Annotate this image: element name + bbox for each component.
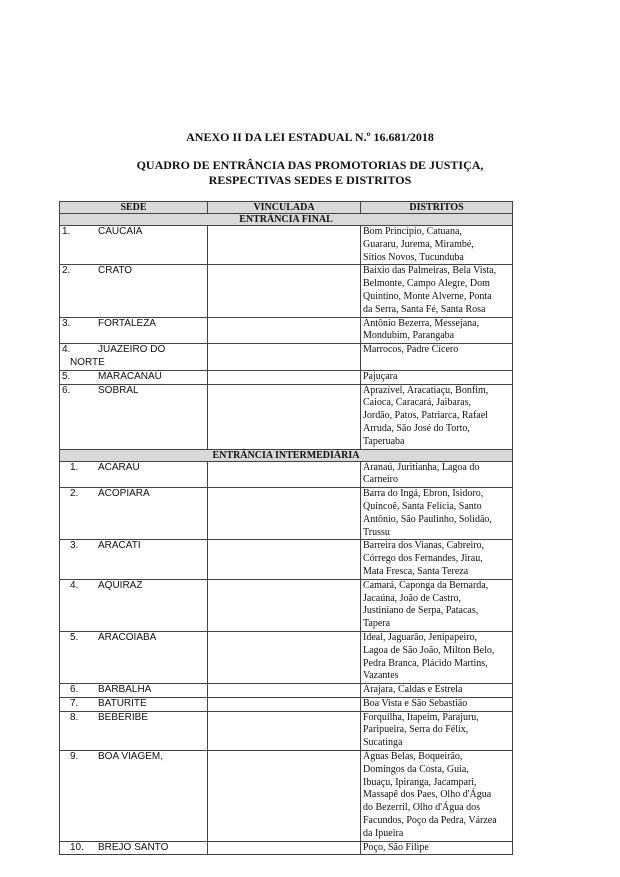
sede-name: BATURITÉ bbox=[98, 697, 147, 709]
sede-cell bbox=[60, 684, 208, 698]
table-row bbox=[60, 697, 513, 711]
section-entrancia-intermediaria-label: ENTRÂNCIA INTERMEDIÁRIA bbox=[60, 449, 513, 461]
sede-cell bbox=[60, 384, 208, 449]
table-header-row bbox=[60, 202, 513, 214]
distritos-cell: Aranaú, Juritianha, Lagoa do Carneiro bbox=[361, 461, 513, 488]
sede-number: 7. bbox=[70, 697, 79, 709]
distritos-cell: Baixio das Palmeiras, Bela Vista, Belmonte, Campo Alegre, Dom Quintino, Monte Alverne, Ponta da Serra, Santa Fé, Santa Rosa bbox=[361, 265, 513, 317]
table-row bbox=[60, 841, 513, 855]
table-row bbox=[60, 631, 513, 683]
sede-cell bbox=[60, 711, 208, 750]
sede-name: MARACANAÚ bbox=[98, 370, 162, 382]
sede-number: 5. bbox=[62, 370, 71, 382]
vinculada-cell bbox=[208, 751, 361, 842]
sede-cell bbox=[60, 579, 208, 631]
table-row bbox=[60, 540, 513, 579]
sede-name: ACOPIARA bbox=[98, 488, 150, 500]
sede-number: 2. bbox=[70, 488, 79, 500]
sede-name: JUAZEIRO DO bbox=[98, 344, 166, 356]
vinculada-cell bbox=[208, 265, 361, 317]
sede-number: 6. bbox=[70, 684, 79, 696]
table-row bbox=[60, 488, 513, 540]
sede-name: AQUIRAZ bbox=[98, 579, 143, 591]
section-entrancia-final bbox=[60, 214, 513, 226]
sede-number: 5. bbox=[70, 631, 79, 643]
vinculada-cell bbox=[208, 317, 361, 344]
table-row bbox=[60, 579, 513, 631]
table-row bbox=[60, 344, 513, 371]
distritos-cell: Bom Princípio, Catuana, Guararu, Jurema, Mirambé, Sítios Novos, Tucunduba bbox=[361, 226, 513, 265]
vinculada-cell bbox=[208, 488, 361, 540]
distritos-cell: Pajuçara bbox=[361, 370, 513, 384]
table-row bbox=[60, 384, 513, 449]
document-subtitle-line-2: RESPECTIVAS SEDES E DISTRITOS bbox=[208, 173, 412, 187]
sede-cell bbox=[60, 751, 208, 842]
sede-cell bbox=[60, 226, 208, 265]
sede-cell bbox=[60, 631, 208, 683]
table-row bbox=[60, 226, 513, 265]
document-title: ANEXO II DA LEI ESTADUAL N.º 16.681/2018 bbox=[186, 130, 434, 144]
sede-number: 1. bbox=[62, 226, 71, 237]
sede-cell bbox=[60, 317, 208, 344]
section-entrancia-final-label: ENTRÂNCIA FINAL bbox=[60, 214, 513, 226]
vinculada-cell bbox=[208, 226, 361, 265]
distritos-cell: Boa Vista e São Sebastião bbox=[361, 697, 513, 711]
sede-name: CAUCAIA bbox=[98, 226, 143, 237]
sede-cell bbox=[60, 265, 208, 317]
vinculada-cell bbox=[208, 579, 361, 631]
sede-cell bbox=[60, 344, 208, 371]
vinculada-cell bbox=[208, 344, 361, 371]
distritos-cell: Poço, São Filipe bbox=[361, 841, 513, 855]
entrancia-table bbox=[59, 201, 513, 855]
sede-name: ACARAÚ bbox=[98, 461, 140, 473]
sede-name: BOA VIAGEM, bbox=[98, 751, 164, 763]
distritos-cell: Camará, Caponga da Bernarda, Jacaúna, João de Castro, Justiniano de Serpa, Patacas, Tapera bbox=[361, 579, 513, 631]
document-subtitle-line-1: QUADRO DE ENTRÂNCIA DAS PROMOTORIAS DE JUSTIÇA, bbox=[136, 158, 484, 172]
sede-cell bbox=[60, 461, 208, 488]
sede-cell bbox=[60, 370, 208, 384]
sede-name: SOBRAL bbox=[98, 384, 139, 396]
header-vinculada: VINCULADA bbox=[208, 202, 361, 214]
table-row bbox=[60, 317, 513, 344]
distritos-cell: Águas Belas, Boqueirão, Domingos da Costa, Guia, Ibuaçu, Ipiranga, Jacampari, Massapê dos Paes, Olho d'Água do Bezerril, Olho d'Água dos Facundos, Poço da Pedra, Várzea da Ipueira bbox=[361, 751, 513, 842]
sede-cell bbox=[60, 697, 208, 711]
distritos-cell: Antônio Bezerra, Messejana, Mondubim, Parangaba bbox=[361, 317, 513, 344]
sede-name: ARACATI bbox=[98, 540, 141, 552]
sede-number: 8. bbox=[70, 711, 79, 723]
sede-cell bbox=[60, 488, 208, 540]
sede-number: 10. bbox=[70, 841, 84, 853]
sede-name: BARBALHA bbox=[98, 684, 152, 696]
section-entrancia-intermediaria bbox=[60, 449, 513, 461]
sede-number: 3. bbox=[70, 540, 79, 552]
table-row bbox=[60, 684, 513, 698]
vinculada-cell bbox=[208, 461, 361, 488]
table-row bbox=[60, 711, 513, 750]
distritos-cell: Aprazível, Aracatiaçu, Bonfim, Caioca, Caracará, Jaibaras, Jordão, Patos, Patriarca, Rafael Arruda, São José do Torto, Taperuaba bbox=[361, 384, 513, 449]
sede-name: CRATO bbox=[98, 265, 133, 277]
sede-name: BEBERIBE bbox=[98, 711, 149, 723]
sede-name: ARACOIABA bbox=[98, 631, 157, 643]
distritos-cell: Forquilha, Itapeim, Parajuru, Paripueira, Serra do Félix, Sucatinga bbox=[361, 711, 513, 750]
vinculada-cell bbox=[208, 711, 361, 750]
sede-cell bbox=[60, 841, 208, 855]
sede-name-continued: NORTE bbox=[70, 356, 105, 368]
vinculada-cell bbox=[208, 384, 361, 449]
sede-number: 4. bbox=[62, 344, 71, 356]
header-distritos: DISTRITOS bbox=[361, 202, 513, 214]
vinculada-cell bbox=[208, 370, 361, 384]
table-row bbox=[60, 751, 513, 842]
sede-name: FORTALEZA bbox=[98, 317, 156, 329]
vinculada-cell bbox=[208, 631, 361, 683]
sede-number: 6. bbox=[62, 384, 71, 396]
sede-cell bbox=[60, 540, 208, 579]
distritos-cell: Arajara, Caldas e Estrela bbox=[361, 684, 513, 698]
sede-number: 9. bbox=[70, 751, 79, 763]
header-sede: SEDE bbox=[60, 202, 208, 214]
distritos-cell: Marrocos, Padre Cícero bbox=[361, 344, 513, 371]
sede-number: 2. bbox=[62, 265, 71, 277]
sede-number: 1. bbox=[70, 461, 79, 473]
distritos-cell: Barreira dos Vianas, Cabreiro, Córrego dos Fernandes, Jirau, Mata Fresca, Santa Tereza bbox=[361, 540, 513, 579]
table-row bbox=[60, 370, 513, 384]
distritos-cell: Ideal, Jaguarão, Jenipapeiro, Lagoa de São João, Milton Belo, Pedra Branca, Plácido Martins, Vazantes bbox=[361, 631, 513, 683]
sede-number: 4. bbox=[70, 579, 79, 591]
vinculada-cell bbox=[208, 697, 361, 711]
sede-name: BREJO SANTO bbox=[98, 841, 169, 853]
table-row bbox=[60, 265, 513, 317]
vinculada-cell bbox=[208, 684, 361, 698]
table-row bbox=[60, 461, 513, 488]
vinculada-cell bbox=[208, 841, 361, 855]
distritos-cell: Barra do Ingá, Ebron, Isidoro, Quincoê, Santa Felícia, Santo Antônio, São Paulinho, Solidão, Trussu bbox=[361, 488, 513, 540]
vinculada-cell bbox=[208, 540, 361, 579]
sede-number: 3. bbox=[62, 317, 71, 329]
